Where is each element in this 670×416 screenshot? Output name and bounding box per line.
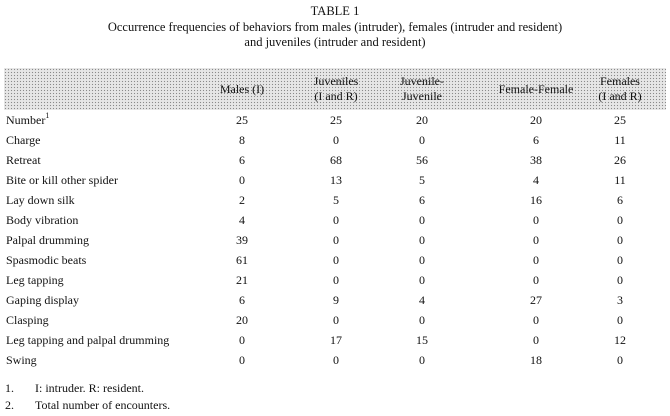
- column-header-line: Female-Female: [498, 81, 574, 96]
- column-header: [580, 68, 660, 110]
- table-cell: 11: [614, 133, 626, 147]
- row-label-text: Lay down silk: [6, 193, 75, 207]
- table-cell: 0: [533, 213, 539, 227]
- row-label: [6, 190, 75, 210]
- table-cell: 68: [330, 153, 342, 167]
- table-row: [4, 250, 666, 270]
- table-cell: 0: [533, 233, 539, 247]
- table-cell: 0: [617, 273, 623, 287]
- column-header: [481, 68, 591, 110]
- table-row: [4, 290, 666, 310]
- table-cell: 4: [239, 213, 245, 227]
- footnote-marker: 1: [45, 111, 50, 120]
- table-cell: 0: [617, 353, 623, 367]
- row-label-text: Swing: [6, 353, 37, 367]
- table-row: [4, 210, 666, 230]
- table-cell: 0: [419, 353, 425, 367]
- column-header: [382, 68, 462, 110]
- row-label: [6, 210, 78, 230]
- table-cell: 5: [419, 173, 425, 187]
- table-cell: 0: [333, 353, 339, 367]
- table-cell: 21: [236, 273, 248, 287]
- row-label: [6, 130, 40, 150]
- table-row: [4, 350, 666, 370]
- footnote-text: I: intruder. R: resident.: [35, 381, 144, 395]
- table-cell: 0: [617, 233, 623, 247]
- table-cell: 0: [533, 253, 539, 267]
- table-cell: 17: [330, 333, 342, 347]
- column-header-line: Males (I): [219, 81, 265, 96]
- table-cell: 0: [333, 273, 339, 287]
- table-cell: 27: [530, 293, 542, 307]
- table-row: [4, 110, 666, 130]
- table-cell: 5: [333, 193, 339, 207]
- table-cell: 25: [330, 113, 342, 127]
- table-cell: 0: [333, 133, 339, 147]
- column-header-line: (I and R): [598, 89, 642, 103]
- table-cell: 0: [419, 253, 425, 267]
- table-cell: 4: [419, 293, 425, 307]
- column-header-line: Juveniles: [313, 74, 359, 88]
- table-cell: 18: [530, 353, 542, 367]
- table-cell: 11: [614, 173, 626, 187]
- table-row: [4, 190, 666, 210]
- table-cell: 20: [530, 113, 542, 127]
- column-header: [202, 68, 282, 110]
- row-label: [6, 290, 79, 310]
- table-cell: 12: [614, 333, 626, 347]
- table-cell: 61: [236, 253, 248, 267]
- table-cell: 20: [416, 113, 428, 127]
- row-label: [6, 230, 89, 250]
- table-cell: 0: [533, 273, 539, 287]
- table-cell: 0: [239, 173, 245, 187]
- table-cell: 6: [617, 193, 623, 207]
- table-cell: 56: [416, 153, 428, 167]
- row-label: [6, 350, 37, 370]
- table-cell: 0: [533, 313, 539, 327]
- table-cell: 0: [333, 213, 339, 227]
- row-label-text: Number: [6, 113, 46, 127]
- table-row: [4, 130, 666, 150]
- row-label-text: Clasping: [6, 313, 49, 327]
- table-row: [4, 310, 666, 330]
- table-row: [4, 230, 666, 250]
- table-cell: 6: [419, 193, 425, 207]
- table-cell: 6: [533, 133, 539, 147]
- table-cell: 20: [236, 313, 248, 327]
- table-cell: 4: [533, 173, 539, 187]
- row-label-text: Leg tapping and palpal drumming: [6, 333, 170, 347]
- table-cell: 0: [419, 213, 425, 227]
- table-cell: 0: [333, 233, 339, 247]
- table-cell: 0: [419, 313, 425, 327]
- table-cell: 0: [419, 273, 425, 287]
- row-label: [6, 250, 86, 270]
- table-caption: [0, 4, 670, 51]
- table-title-line-1: Occurrence frequencies of behaviors from males (intruder), females (intruder and resident): [107, 19, 563, 34]
- table-cell: 3: [617, 293, 623, 307]
- row-label: [6, 330, 169, 350]
- table-header: [4, 68, 666, 110]
- table-cell: 16: [530, 193, 542, 207]
- table-title-line-2: and juveniles (intruder and resident): [244, 35, 426, 49]
- row-label: [6, 170, 118, 190]
- table-cell: 0: [617, 313, 623, 327]
- row-label: [6, 110, 49, 130]
- column-header: [296, 68, 376, 110]
- row-label-text: Body vibration: [6, 213, 79, 227]
- table-cell: 0: [419, 233, 425, 247]
- column-header-line: Juvenile: [402, 89, 442, 103]
- row-label-text: Gaping display: [6, 293, 79, 307]
- table-row: [4, 270, 666, 290]
- column-header-line: Juvenile-: [400, 74, 444, 88]
- table-cell: 0: [239, 353, 245, 367]
- table-cell: 8: [239, 133, 245, 147]
- row-label-text: Bite or kill other spider: [6, 173, 118, 187]
- row-label-text: Spasmodic beats: [6, 253, 87, 267]
- column-header-line: (I and R): [314, 89, 358, 103]
- row-label-text: Charge: [6, 133, 41, 147]
- footnote-text: Total number of encounters.: [35, 398, 171, 412]
- table-cell: 9: [333, 293, 339, 307]
- row-label: [6, 310, 49, 330]
- table-cell: 0: [419, 133, 425, 147]
- table-row: [4, 150, 666, 170]
- table-cell: 25: [236, 113, 248, 127]
- table-cell: 0: [239, 333, 245, 347]
- row-label-text: Leg tapping: [6, 273, 64, 287]
- row-label-text: Retreat: [6, 153, 41, 167]
- table-cell: 25: [614, 113, 626, 127]
- table-cell: 0: [617, 253, 623, 267]
- table-cell: 26: [614, 153, 626, 167]
- row-label: [6, 150, 41, 170]
- table-cell: 0: [333, 313, 339, 327]
- column-header-line: Females: [599, 74, 640, 88]
- table-cell: 6: [239, 293, 245, 307]
- table-cell: 38: [530, 153, 542, 167]
- footnote-number: 1.: [5, 381, 14, 395]
- table-cell: 0: [333, 253, 339, 267]
- table-cell: 39: [236, 233, 248, 247]
- table-cell: 13: [330, 173, 342, 187]
- table-cell: 6: [239, 153, 245, 167]
- footnote-number: 2.: [5, 398, 14, 412]
- row-label: [6, 270, 64, 290]
- table-cell: 15: [416, 333, 428, 347]
- table-number: TABLE 1: [310, 4, 360, 18]
- table-row: [4, 170, 666, 190]
- table-cell: 0: [617, 213, 623, 227]
- table-row: [4, 330, 666, 350]
- row-label-text: Palpal drumming: [6, 233, 89, 247]
- table-cell: 2: [239, 193, 245, 207]
- table-cell: 0: [533, 333, 539, 347]
